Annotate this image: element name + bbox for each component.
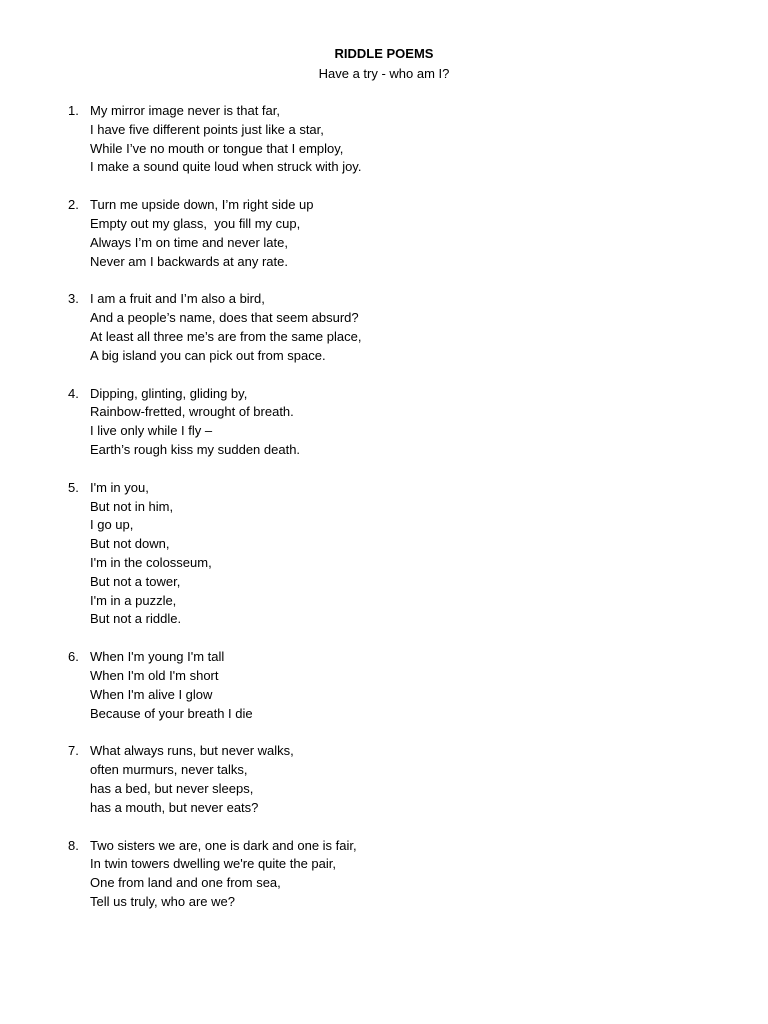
riddle-number: 3. (68, 291, 79, 307)
riddle-line: Tell us truly, who are we? (90, 893, 235, 909)
riddle-number: 5. (68, 479, 79, 495)
riddle-line: I have five different points just like a star, (90, 121, 324, 137)
riddle-line: Never am I backwards at any rate. (90, 253, 288, 269)
riddle-line: Empty out my glass, you fill my cup, (90, 215, 301, 231)
riddle-line: But not a riddle. (90, 611, 182, 627)
riddle-number: 2. (68, 197, 79, 213)
riddle-verse (90, 837, 768, 912)
riddle-line: Always I’m on time and never late, (90, 234, 288, 250)
riddle-line: I live only while I fly – (90, 423, 213, 439)
riddle-item (0, 385, 768, 460)
riddle-line: In twin towers dwelling we're quite the pair, (90, 856, 336, 872)
riddle-verse (90, 102, 768, 177)
riddle-line: What always runs, but never walks, (90, 743, 294, 759)
riddle-line: has a mouth, but never eats? (90, 799, 259, 815)
riddle-number: 7. (68, 743, 79, 759)
riddle-line: often murmurs, never talks, (90, 762, 248, 778)
riddle-verse (90, 290, 768, 365)
riddle-line: Rainbow-fretted, wrought of breath. (90, 404, 294, 420)
riddle-item (0, 837, 768, 912)
riddle-number: 6. (68, 649, 79, 665)
document-title: RIDDLE POEMS (334, 46, 434, 61)
riddle-verse (90, 742, 768, 817)
document-subtitle: Have a try - who am I? (318, 66, 450, 81)
riddle-line: I'm in a puzzle, (90, 592, 177, 608)
riddle-number: 1. (68, 103, 79, 118)
riddle-line: And a people’s name, does that seem absurd? (90, 310, 359, 326)
riddle-item (0, 290, 768, 365)
riddle-verse (90, 648, 768, 723)
riddle-line: Turn me upside down, I’m right side up (90, 197, 314, 213)
riddle-line: I go up, (90, 517, 134, 533)
riddle-verse (90, 385, 768, 460)
riddle-number: 4. (68, 385, 79, 401)
riddle-line: When I'm young I'm tall (90, 649, 225, 665)
riddle-list (0, 102, 768, 931)
riddle-line: Dipping, glinting, gliding by, (90, 385, 248, 401)
riddle-line: has a bed, but never sleeps, (90, 780, 254, 796)
riddle-number: 8. (68, 837, 79, 853)
riddle-line: At least all three me’s are from the same place, (90, 328, 362, 344)
riddle-item (0, 196, 768, 271)
riddle-line: Because of your breath I die (90, 705, 253, 721)
riddle-line: When I'm old I'm short (90, 667, 219, 683)
riddle-line: A big island you can pick out from space. (90, 347, 326, 363)
riddle-line: While I’ve no mouth or tongue that I employ, (90, 140, 344, 156)
riddle-line: I make a sound quite loud when struck with joy. (90, 159, 362, 175)
riddle-verse (90, 479, 768, 629)
riddle-line: When I'm alive I glow (90, 686, 213, 702)
riddle-item (0, 102, 768, 177)
riddle-line: My mirror image never is that far, (90, 103, 280, 118)
riddle-line: But not down, (90, 536, 170, 552)
riddle-line: I'm in the colosseum, (90, 554, 212, 570)
riddle-line: But not a tower, (90, 573, 181, 589)
riddle-line: Earth’s rough kiss my sudden death. (90, 441, 301, 457)
riddle-line: I am a fruit and I’m also a bird, (90, 291, 265, 307)
riddle-line: Two sisters we are, one is dark and one is fair, (90, 837, 357, 853)
riddle-line: One from land and one from sea, (90, 875, 281, 891)
riddle-item (0, 479, 768, 629)
riddle-line: But not in him, (90, 498, 174, 514)
riddle-item (0, 648, 768, 723)
riddle-verse (90, 196, 768, 271)
riddle-item (0, 742, 768, 817)
riddle-line: I'm in you, (90, 479, 149, 495)
